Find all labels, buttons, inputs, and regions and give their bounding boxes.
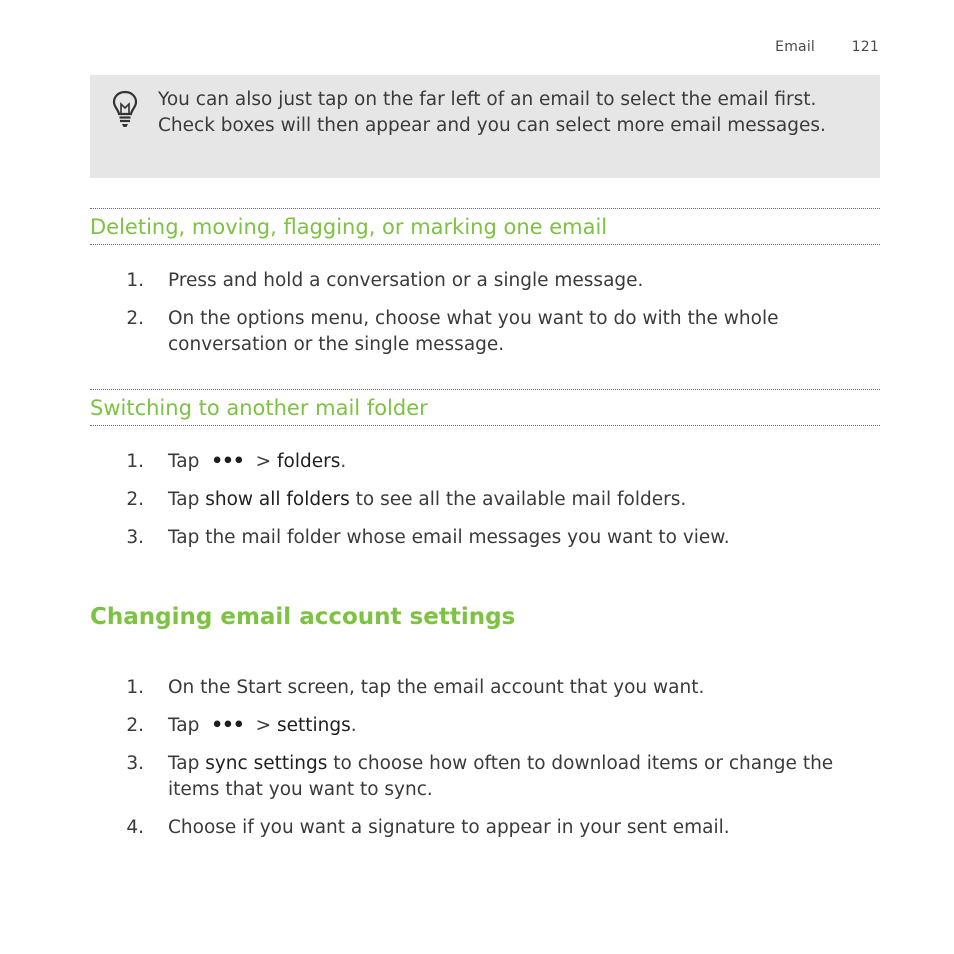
list-item bbox=[0, 306, 868, 358]
step-text: Tap the mail folder whose email messages you want to view. bbox=[168, 527, 730, 548]
steps-list-deleting bbox=[0, 268, 954, 358]
list-item bbox=[0, 815, 868, 841]
tip-text: You can also just tap on the far left of an email to select the email first. Check boxes will then appear and you can select more email messages. bbox=[158, 89, 826, 136]
step-number: 3. bbox=[126, 527, 144, 548]
list-item bbox=[0, 487, 868, 513]
step-number: 2. bbox=[126, 489, 144, 510]
list-item bbox=[0, 675, 868, 701]
list-item bbox=[0, 713, 868, 739]
section-heading-box bbox=[90, 389, 880, 426]
step-text-pre: Tap bbox=[168, 489, 200, 510]
section-name: Email bbox=[775, 39, 816, 55]
step-number: 2. bbox=[126, 715, 144, 736]
ui-term-folders: folders bbox=[277, 451, 341, 472]
step-text: On the options menu, choose what you want to do with the whole conversation or the single message. bbox=[168, 308, 779, 355]
list-item bbox=[0, 525, 868, 551]
steps-list-settings bbox=[0, 675, 954, 841]
step-text-post: to choose how often to download items or change the items that you want to sync. bbox=[168, 753, 834, 800]
section-heading-box bbox=[90, 208, 880, 245]
step-text-post: to see all the available mail folders. bbox=[355, 489, 687, 510]
section-title-changing-settings: Changing email account settings bbox=[90, 604, 516, 630]
step-number: 3. bbox=[126, 753, 144, 774]
step-number: 1. bbox=[126, 677, 144, 698]
step-number: 2. bbox=[126, 308, 144, 329]
more-icon: ••• bbox=[211, 715, 244, 736]
step-text-pre: Tap bbox=[168, 451, 200, 472]
step-number: 4. bbox=[126, 817, 144, 838]
lightbulb-icon bbox=[110, 89, 140, 129]
step-text-pre: Tap bbox=[168, 715, 200, 736]
step-text-post: . bbox=[340, 451, 347, 472]
step-separator: > bbox=[255, 451, 272, 472]
step-text: On the Start screen, tap the email account that you want. bbox=[168, 677, 705, 698]
step-text-post: . bbox=[350, 715, 357, 736]
section-title-switching: Switching to another mail folder bbox=[90, 396, 428, 420]
step-number: 1. bbox=[126, 270, 144, 291]
page-header bbox=[775, 39, 879, 55]
step-text: Choose if you want a signature to appear in your sent email. bbox=[168, 817, 730, 838]
section-title-deleting: Deleting, moving, flagging, or marking one email bbox=[90, 215, 608, 239]
list-item bbox=[0, 449, 868, 475]
step-number: 1. bbox=[126, 451, 144, 472]
step-text: Press and hold a conversation or a single message. bbox=[168, 270, 644, 291]
ui-term-settings: settings bbox=[277, 715, 351, 736]
step-separator: > bbox=[255, 715, 272, 736]
page-number: 121 bbox=[851, 39, 879, 55]
ui-term-show-all-folders: show all folders bbox=[205, 489, 350, 510]
step-text-pre: Tap bbox=[168, 753, 200, 774]
list-item bbox=[0, 751, 868, 803]
ui-term-sync-settings: sync settings bbox=[205, 753, 328, 774]
steps-list-switching bbox=[0, 449, 954, 551]
tip-box bbox=[90, 75, 880, 178]
list-item bbox=[0, 268, 868, 294]
more-icon: ••• bbox=[211, 451, 244, 472]
